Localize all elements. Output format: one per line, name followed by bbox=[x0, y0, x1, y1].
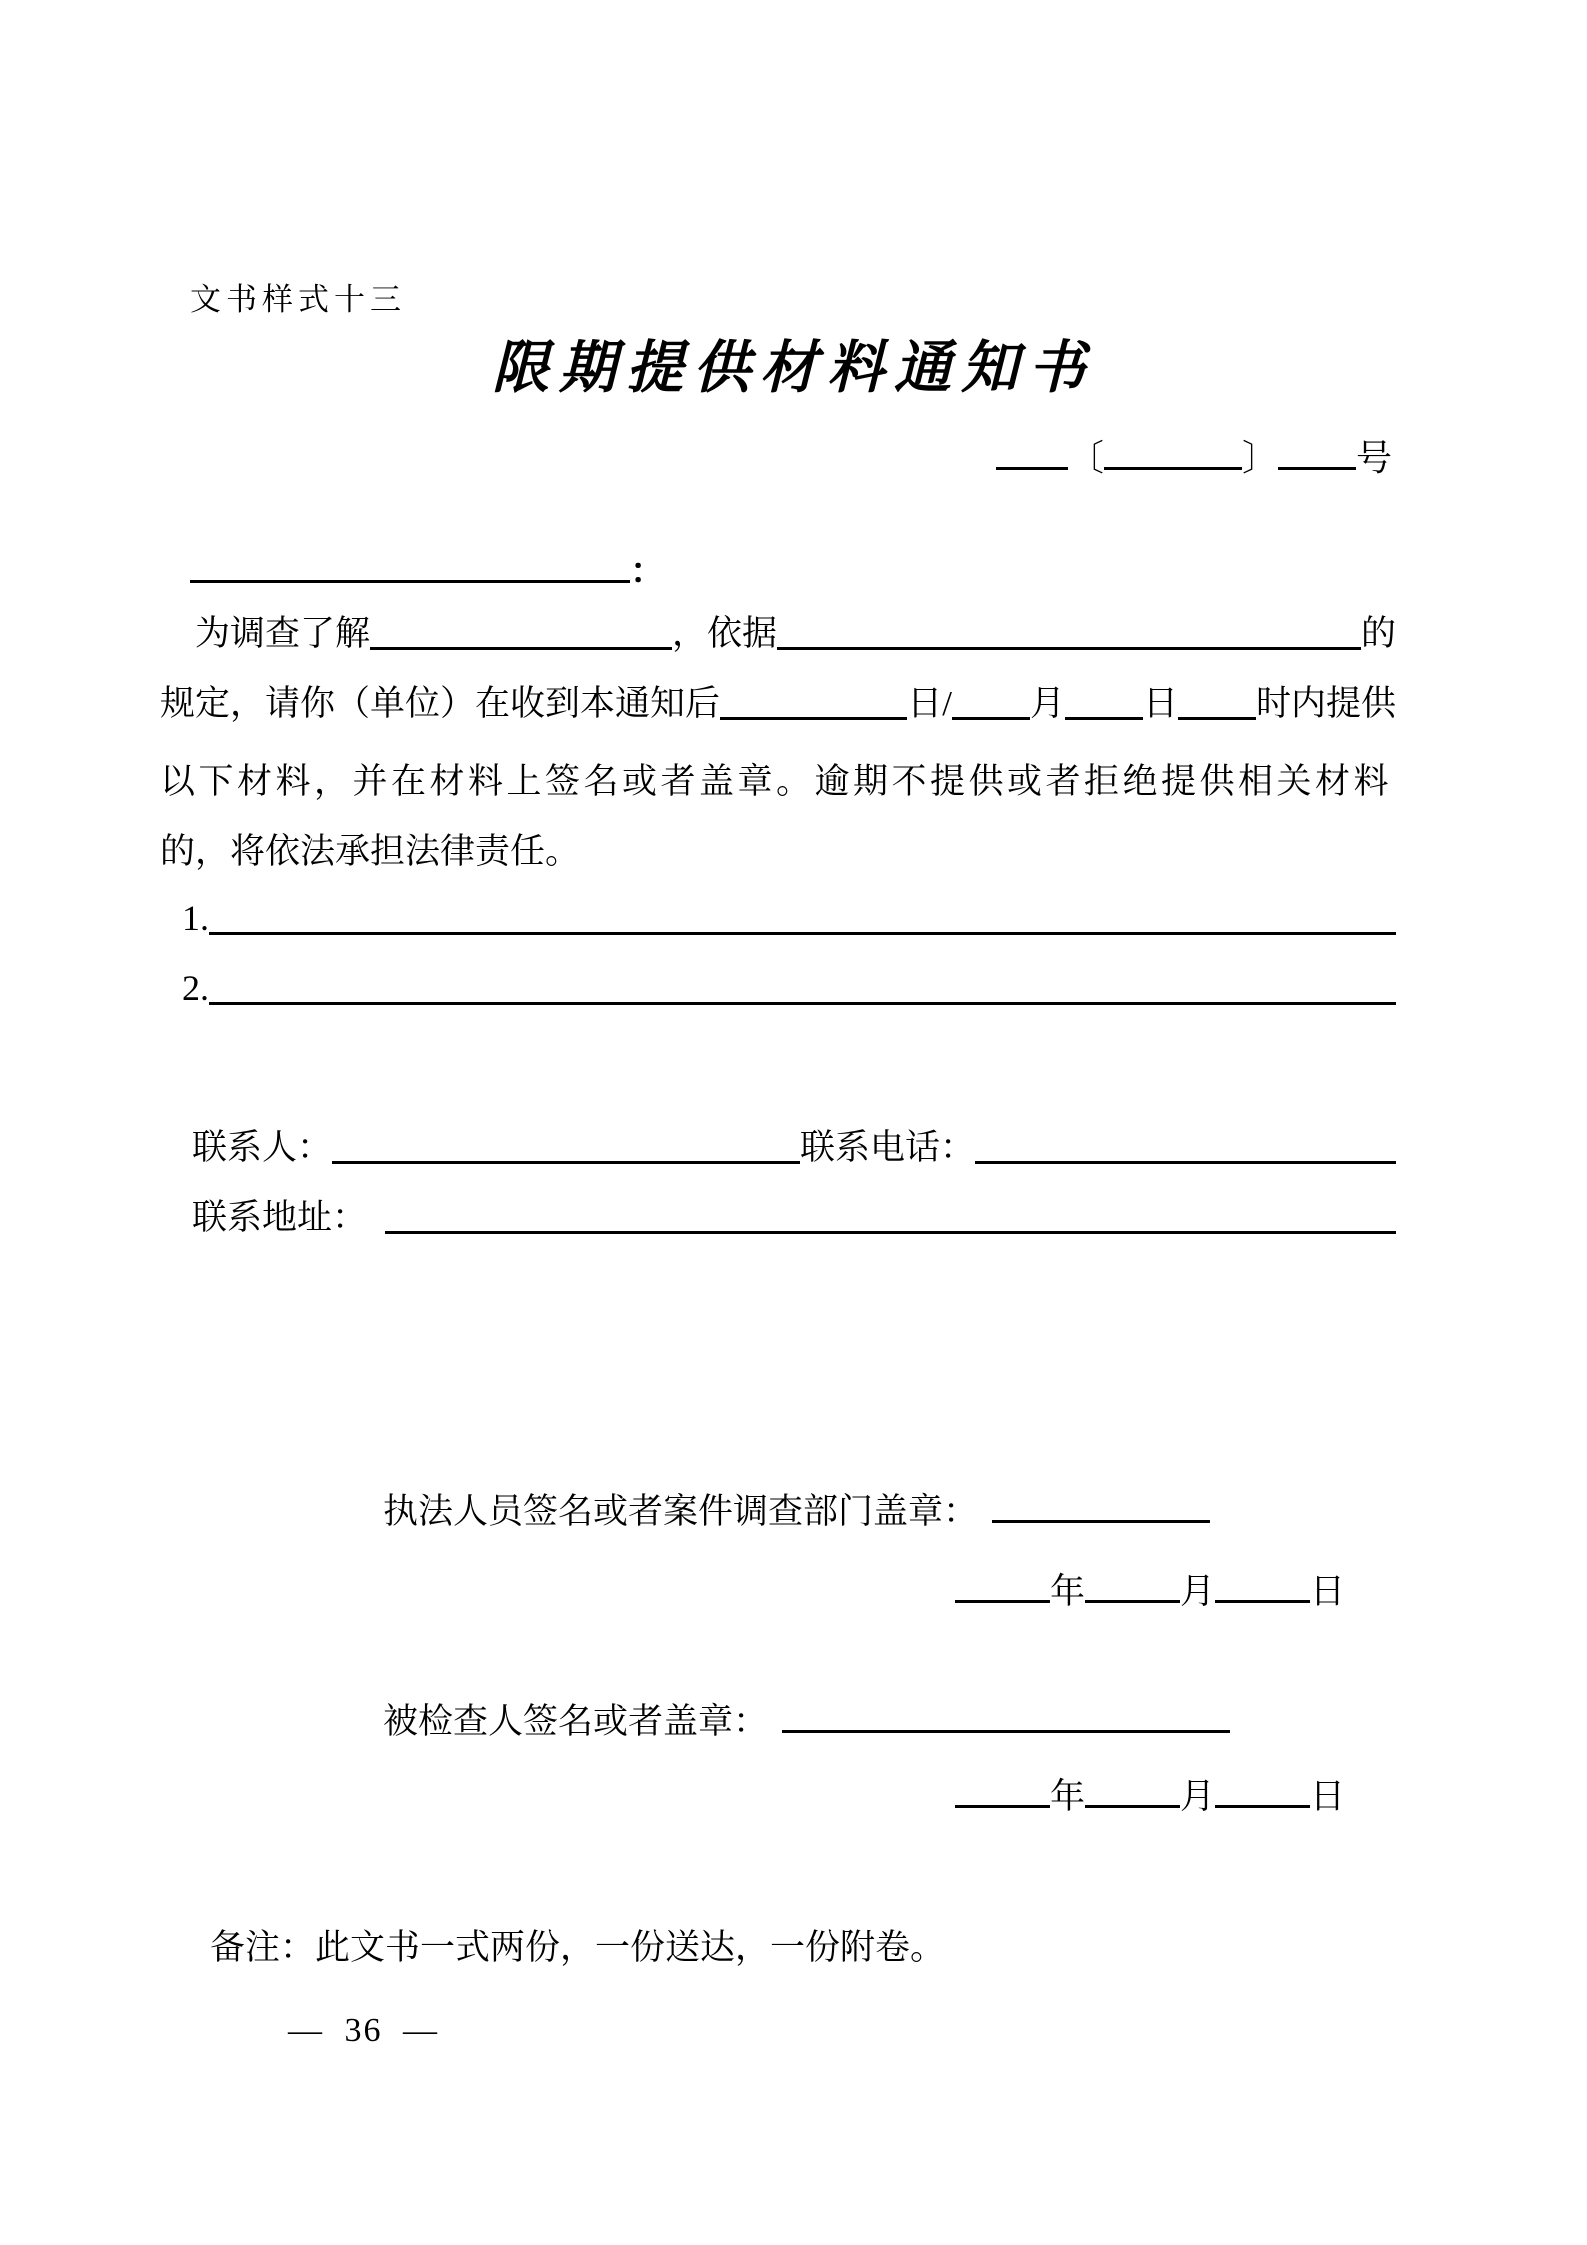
inspected-year-unit: 年 bbox=[1049, 1777, 1085, 1816]
inspected-signature-blank bbox=[782, 1728, 1230, 1733]
document-number-line bbox=[996, 430, 1392, 481]
page-number-dash-left: — bbox=[288, 2012, 324, 2049]
para2-tail-text: 时内提供 bbox=[1255, 684, 1396, 723]
enforcer-signature-line bbox=[383, 1484, 1210, 1534]
page-number-dash-right: — bbox=[403, 2012, 439, 2049]
enforcer-signature-label: 执法人员签名或者案件调查部门盖章： bbox=[383, 1492, 979, 1531]
material-item-2 bbox=[160, 968, 1396, 1009]
contact-person-label: 联系人： bbox=[192, 1128, 333, 1167]
paragraph-line-4: 的，将依法承担法律责任。 bbox=[160, 832, 581, 871]
deadline-month-blank bbox=[952, 717, 1030, 720]
para2-month-text: 月 bbox=[1029, 684, 1065, 723]
doc-number-prefix-blank bbox=[996, 465, 1068, 470]
addressee-blank bbox=[190, 578, 630, 583]
contact-phone-blank bbox=[975, 1161, 1396, 1164]
material-item-1-blank bbox=[209, 932, 1396, 935]
para1-tail-text: 的 bbox=[1360, 614, 1396, 653]
para2-day-text: 日 bbox=[1142, 684, 1178, 723]
paragraph-line-3: 以下材料，并在材料上签名或者盖章。逾期不提供或者拒绝提供相关材料 bbox=[160, 762, 1393, 801]
paragraph-line-1 bbox=[160, 614, 1396, 654]
contact-address-label: 联系地址： bbox=[192, 1198, 368, 1237]
enforcer-day-unit: 日 bbox=[1309, 1572, 1345, 1611]
document-title: 限期提供材料通知书 bbox=[492, 337, 1095, 400]
inspected-month-blank bbox=[1085, 1803, 1180, 1808]
inspected-date-line bbox=[955, 1769, 1345, 1819]
material-item-1 bbox=[160, 898, 1396, 939]
addressee-colon: ： bbox=[630, 552, 666, 591]
material-item-2-blank bbox=[209, 1002, 1396, 1005]
deadline-days-blank bbox=[720, 717, 907, 720]
contact-phone-label: 联系电话： bbox=[800, 1128, 976, 1167]
material-item-1-number: 1. bbox=[182, 898, 209, 938]
form-sample-label: 文书样式十三 bbox=[190, 282, 406, 317]
page-number bbox=[288, 2012, 439, 2050]
contact-address-blank bbox=[385, 1231, 1396, 1234]
enforcer-year-unit: 年 bbox=[1049, 1572, 1085, 1611]
paragraph-line-2 bbox=[160, 684, 1396, 724]
contact-person-phone-line bbox=[160, 1128, 1396, 1168]
enforcer-month-blank bbox=[1085, 1598, 1180, 1603]
remark-note: 备注：此文书一式两份，一份送达，一份附卷。 bbox=[210, 1928, 946, 1967]
enforcer-year-blank bbox=[955, 1598, 1050, 1603]
enforcer-day-blank bbox=[1215, 1598, 1310, 1603]
para2-day-slash-text: 日/ bbox=[907, 684, 952, 723]
material-item-2-number: 2. bbox=[182, 968, 209, 1008]
inspected-signature-label: 被检查人签名或者盖章： bbox=[383, 1702, 769, 1741]
inspected-day-blank bbox=[1215, 1803, 1310, 1808]
contact-address-line bbox=[160, 1198, 1396, 1238]
inspected-signature-line bbox=[383, 1694, 1230, 1744]
doc-number-suffix: 号 bbox=[1355, 438, 1392, 478]
investigation-subject-blank bbox=[370, 647, 672, 650]
page-number-value: 36 bbox=[344, 2012, 383, 2049]
deadline-date-blank bbox=[1065, 717, 1143, 720]
para1-mid-text: ，依据 bbox=[672, 614, 778, 653]
addressee-line bbox=[160, 544, 665, 594]
enforcer-month-unit: 月 bbox=[1179, 1572, 1215, 1611]
para2-lead-text: 规定，请你（单位）在收到本通知后 bbox=[160, 684, 721, 723]
inspected-month-unit: 月 bbox=[1179, 1777, 1215, 1816]
deadline-hour-blank bbox=[1178, 717, 1256, 720]
legal-basis-blank bbox=[777, 647, 1361, 650]
doc-number-close-bracket: 〕 bbox=[1241, 438, 1278, 478]
para1-lead-text: 为调查了解 bbox=[195, 614, 371, 653]
doc-number-year-blank bbox=[1104, 465, 1242, 470]
doc-number-open-bracket: 〔 bbox=[1067, 438, 1104, 478]
inspected-day-unit: 日 bbox=[1309, 1777, 1345, 1816]
enforcer-date-line bbox=[955, 1564, 1345, 1614]
contact-person-blank bbox=[332, 1161, 800, 1164]
doc-number-serial-blank bbox=[1278, 465, 1356, 470]
inspected-year-blank bbox=[955, 1803, 1050, 1808]
enforcer-signature-blank bbox=[992, 1518, 1210, 1523]
